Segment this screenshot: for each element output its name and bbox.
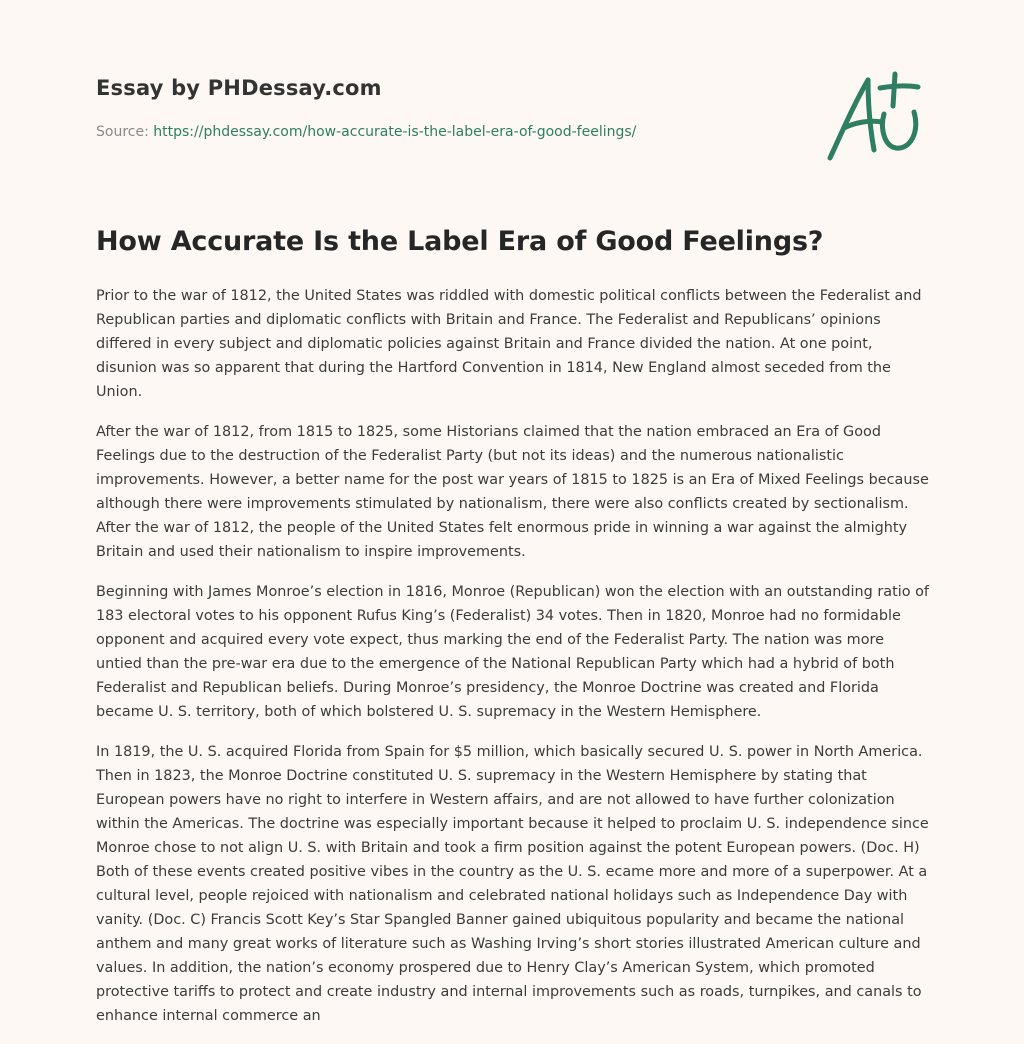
paragraph: In 1819, the U. S. acquired Florida from Spain for $5 million, which basically secured U. S. power in North America. Then in 1823, the Monroe Doctrine constituted U. S. supremacy in the Western Hemisphere by stating that European powers have no right to interfere in Western affairs, and are not allowed to have further colonization within the Americas. The doctrine was especially important because it helped to proclaim U. S. independence since Monroe chose to not align U. S. with Britain and took a firm position against the potent European powers. (Doc. H) Both of these events created positive vibes in the country as the U. S. ecame more and more of a superpower. At a cultural level, people rejoiced with nationalism and celebrated national holidays such as Independence Day with vanity. (Doc. C) Francis Scott Key’s Star Spangled Banner gained ubiquitous popularity and became the national anthem and many great works of literature such as Washing Irving’s short stories illustrated American culture and values. In addition, the nation’s economy prospered due to Henry Clay’s American System, which promoted protective tariffs to protect and create industry and internal improvements such as roads, turnpikes, and canals to enhance internal commerce an [96,744,929,1024]
source-link[interactable]: https://phdessay.com/how-accurate-is-the-label-era-of-good-feelings/ [153,124,637,140]
paragraph: Beginning with James Monroe’s election in 1816, Monroe (Republican) won the election with an outstanding ratio of 183 electoral votes to his opponent Rufus King’s (Federalist) 34 votes. Then in 1820, Monroe had no formidable opponent and acquired every vote expect, thus marking the end of the Federalist Party. The nation was more untied than the pre-war era due to the emergence of the National Republican Party which had a hybrid of both Federalist and Republican beliefs. During Monroe’s presidency, the Monroe Doctrine was created and Florida became U. S. territory, both of which bolstered U. S. supremacy in the Western Hemisphere. [96,584,929,720]
essay-title: How Accurate Is the Label Era of Good Feelings? [96,226,824,257]
a-plus-logo-icon [822,66,928,166]
paragraph: After the war of 1812, from 1815 to 1825, some Historians claimed that the nation embraced an Era of Good Feelings due to the destruction of the Federalist Party (but not its ideas) and the numerous nationalistic improvements. However, a better name for the post war years of 1815 to 1825 is an Era of Mixed Feelings because although there were improvements stimulated by nationalism, there were also conflicts created by sectionalism. After the war of 1812, the people of the United States felt enormous pride in winning a war against the almighty Britain and used their nationalism to inspire improvements. [96,424,929,560]
source-line [96,124,636,140]
essay-body [96,284,930,1044]
site-brand: Essay by PHDessay.com [96,76,382,100]
source-label: Source: [96,124,149,140]
paragraph: Prior to the war of 1812, the United States was riddled with domestic political conflicts between the Federalist and Republican parties and diplomatic conflicts with Britain and France. The Federalist and Republicans’ opinions differed in every subject and diplomatic policies against Britain and France divided the nation. At one point, disunion was so apparent that during the Hartford Convention in 1814, New England almost seceded from the Union. [96,288,922,400]
